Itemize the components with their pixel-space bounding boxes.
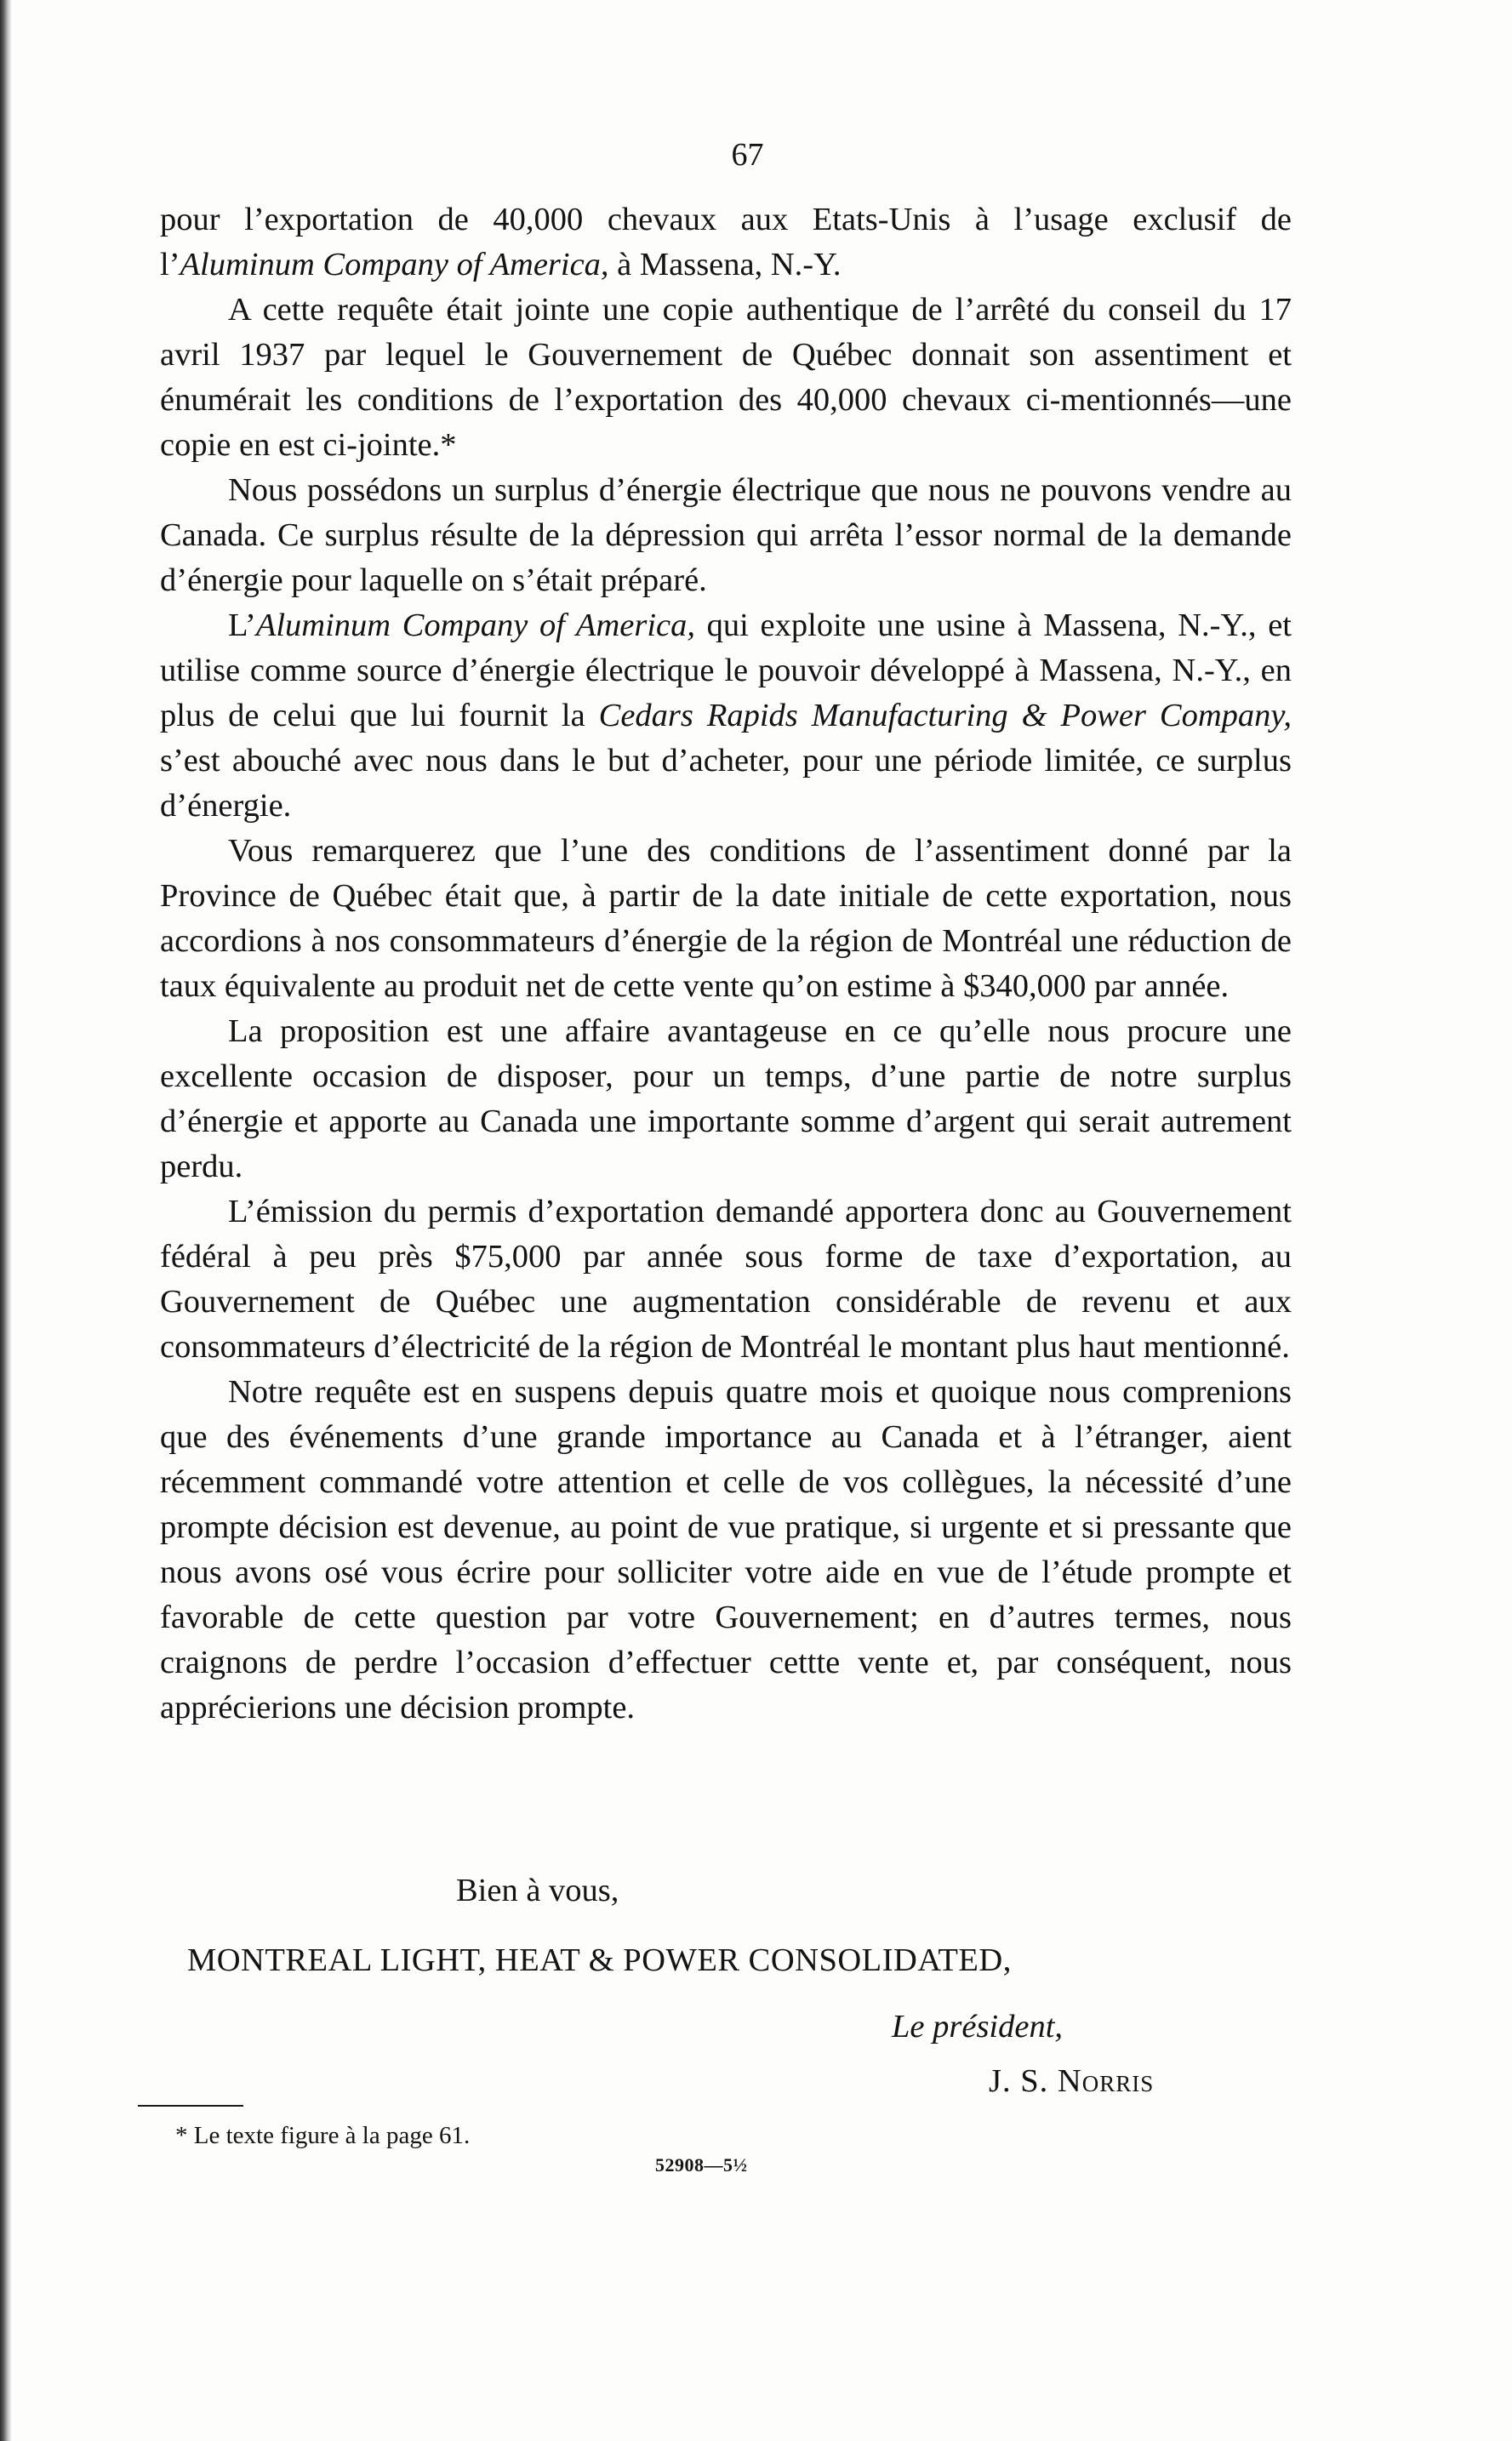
- paragraph-text: A cette requête était jointe une copie authentique de l’arrêté du conseil du 17 avril 1937 par lequel le Gouvernement de Québec donnait son assentiment et énumérait les conditions de l’exportation des 40,000 chevaux ci-mentionnés—une copie en est ci-jointe.*: [160, 292, 1292, 463]
- italic-text: Aluminum Company of America,: [255, 607, 695, 643]
- company-name: MONTREAL LIGHT, HEAT & POWER CONSOLIDATED,: [187, 1942, 1012, 1978]
- paragraph: [160, 288, 1292, 468]
- paragraph-text: L’émission du permis d’exportation demandé apportera donc au Gouvernement fédéral à peu près $75,000 par année sous forme de taxe d’exportation, au Gouvernement de Québec une augmentation considérable de revenu et aux consommateurs d’électricité de la région de Montréal le montant plus haut mentionné.: [160, 1194, 1292, 1365]
- print-code: 52908—5½: [655, 2154, 748, 2176]
- paragraph-text: Vous remarquerez que l’une des conditions de l’assentiment donné par la Province de Québec était que, à partir de la date initiale de cette exportation, nous accordions à nos consommateurs d’énergie de la région de Montréal une réduction de taux équivalente au produit net de cette vente qu’on estime à $340,000 par année.: [160, 833, 1292, 1004]
- italic-text: Aluminum Company of America,: [180, 247, 609, 282]
- paragraph: [160, 603, 1292, 829]
- italic-text: Cedars Rapids Manufacturing & Power Company,: [598, 698, 1292, 733]
- paragraph-text: Notre requête est en suspens depuis quatre mois et quoique nous comprenions que des événements d’une grande importance au Canada et à l’étranger, aient récemment commandé votre attention et celle de vos collègues, la nécessité d’une prompte décision est devenue, au point de vue pratique, si urgente et si pressante que nous avons osé vous écrire pour solliciter votre aide en vue de l’étude prompte et favorable de cette question par votre Gouvernement; en d’autres termes, nous craignons de perdre l’occasion d’effectuer cettte vente et, par conséquent, nous apprécierions une décision prompte.: [160, 1374, 1292, 1725]
- paragraph: [160, 829, 1292, 1009]
- paragraph: [160, 1009, 1292, 1189]
- paragraph: [160, 468, 1292, 603]
- paragraph-text: pour l’exportation de 40,000 chevaux aux Etats-Unis à l’usage exclusif de l’: [160, 202, 1292, 282]
- paragraph: [160, 1370, 1292, 1731]
- letter-body: [160, 197, 1292, 1731]
- paragraph-text: Nous possédons un surplus d’énergie électrique que nous ne pouvons vendre au Canada. Ce surplus résulte de la dépression qui arrêta l’essor normal de la demande d’énergie pour laquelle on s’était préparé.: [160, 472, 1292, 598]
- signatory-title: Le président,: [892, 2009, 1064, 2045]
- scan-binding-edge: [0, 0, 12, 2441]
- paragraph-text: La proposition est une affaire avantageuse en ce qu’elle nous procure une excellente occasion de disposer, pour un temps, d’une partie de notre surplus d’énergie et apporte au Canada une importante somme d’argent qui serait autrement perdu.: [160, 1013, 1292, 1184]
- paragraph-text: L’: [228, 607, 256, 643]
- signatory-name: J. S. Norris: [989, 2063, 1155, 2099]
- footnote: * Le texte figure à la page 61.: [175, 2122, 471, 2149]
- paragraph: [160, 1189, 1292, 1370]
- closing-salutation: Bien à vous,: [456, 1873, 619, 1908]
- paragraph: [160, 197, 1292, 288]
- page-number: 67: [731, 137, 764, 173]
- paragraph-text: à Massena, N.-Y.: [608, 247, 842, 282]
- footnote-rule: [138, 2105, 243, 2107]
- paragraph-text: s’est abouché avec nous dans le but d’acheter, pour une période limitée, ce surplus d’énergie.: [160, 743, 1292, 824]
- paragraph-text: qui exploite une usine à Massena, N.-Y., et utilise comme source d’énergie électrique le pouvoir développé à Massena, N.-Y., en plus de celui que lui fournit la: [160, 607, 1292, 733]
